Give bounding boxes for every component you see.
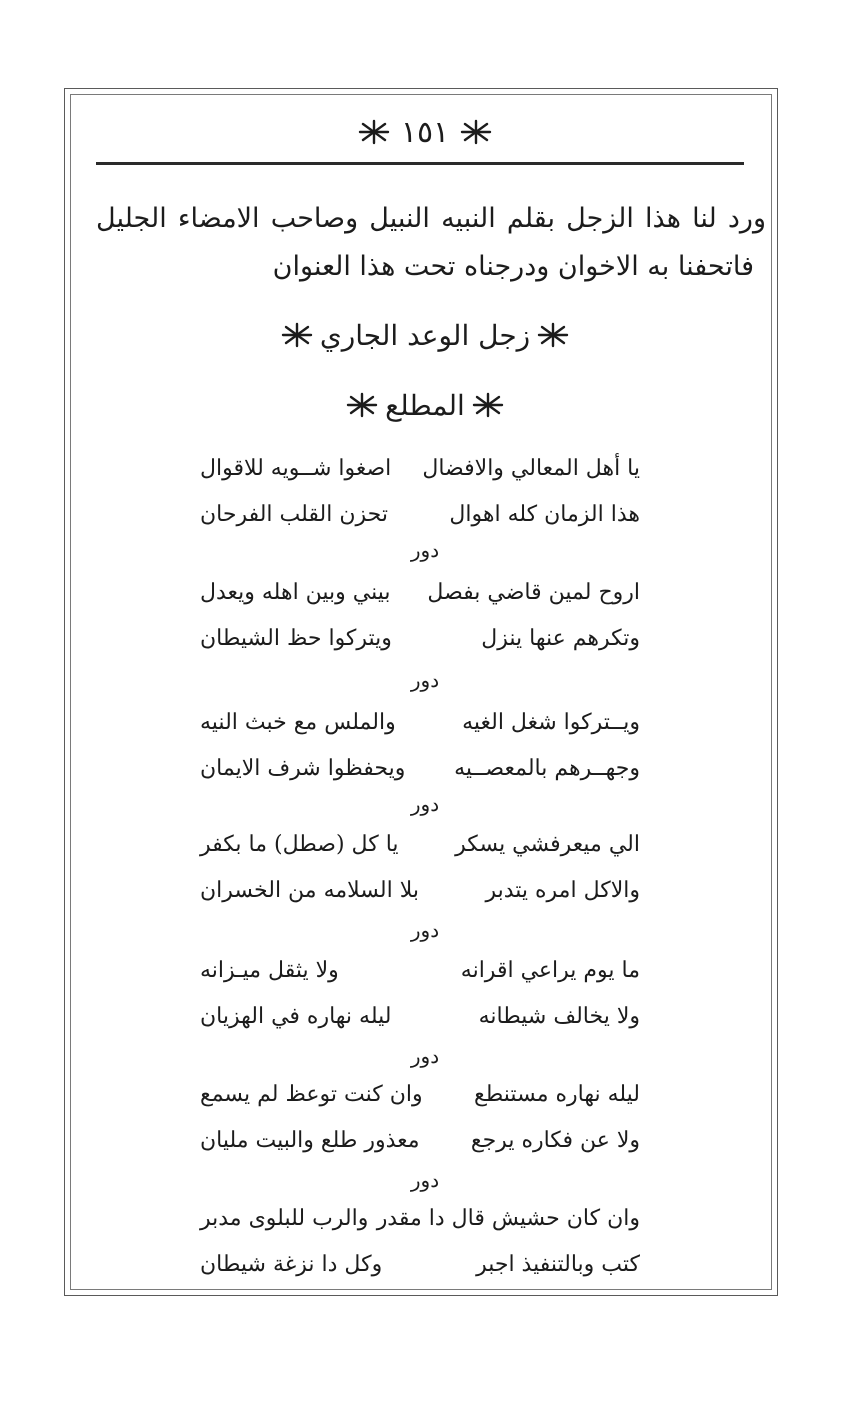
stanza-label: دور (410, 792, 440, 816)
verse-hemistich: تحزن القلب الفرحان (200, 501, 388, 527)
verse-hemistich: ولا عن فكاره يرجع (470, 1127, 640, 1153)
poem-title: زجل الوعد الجاري (319, 318, 531, 352)
ornament-icon (536, 322, 570, 348)
verse-line (200, 448, 640, 488)
verse-line (200, 1198, 640, 1238)
verse-hemistich: ولا يثقل ميـزانه (200, 957, 339, 983)
verse-hemistich: ما يوم يراعي اقرانه (460, 957, 640, 983)
verse-hemistich: وان كان حشيش قال دا مقدر (376, 1205, 640, 1231)
verse-hemistich: بلا السلامه من الخسران (200, 877, 419, 903)
verse-hemistich: ويتركوا حظ الشيطان (200, 625, 392, 651)
verse-hemistich: يا كل (صطل) ما بكفر (200, 831, 399, 857)
page-number: ١٥١ (400, 114, 450, 150)
verse-hemistich: يا أهل المعالي والافضال (422, 455, 640, 481)
verse-line (200, 950, 640, 990)
verse-line (200, 618, 640, 658)
ornament-icon (471, 392, 505, 418)
section-title-heading (0, 382, 850, 428)
section-title: المطلع (385, 388, 465, 422)
verse-line (200, 870, 640, 910)
verse-line (200, 824, 640, 864)
verse-hemistich: كتب وبالتنفيذ اجبر (476, 1251, 640, 1277)
verse-line (200, 996, 640, 1036)
verse-hemistich: وكل دا نزغة شيطان (200, 1251, 383, 1277)
verse-hemistich: ليله نهاره في الهزيان (200, 1003, 392, 1029)
stanza-label: دور (410, 668, 440, 692)
header-rule (96, 162, 744, 165)
verse-line (200, 748, 640, 788)
verse-hemistich: وجهــرهم بالمعصــيه (454, 755, 640, 781)
verse-hemistich: والملس مع خبث النيه (200, 709, 396, 735)
verse-hemistich: معذور طلع والبيت مليان (200, 1127, 420, 1153)
verse-hemistich: الي ميعرفشي يسكر (455, 831, 640, 857)
verse-hemistich: بيني وبين اهله ويعدل (200, 579, 391, 605)
ornament-icon (280, 322, 314, 348)
verse-line (200, 1120, 640, 1160)
stanza-label: دور (410, 1044, 440, 1068)
stanza-label: دور (410, 918, 440, 942)
verse-line (200, 1074, 640, 1114)
verse-hemistich: وان كنت توعظ لم يسمع (200, 1081, 423, 1107)
stanza-label: دور (410, 1168, 440, 1192)
verse-hemistich: اروح لمين قاضي بفصل (427, 579, 640, 605)
verse-hemistich: ليله نهاره مستنطع (474, 1081, 640, 1107)
verse-hemistich: هذا الزمان كله اهوال (449, 501, 640, 527)
verse-line (200, 572, 640, 612)
verse-hemistich: ويــتركوا شغل الغيه (462, 709, 640, 735)
intro-line: ورد لنا هذا الزجل بقلم النبيه النبيل وصاحب الامضاء الجليل (96, 203, 766, 234)
verse-line (200, 702, 640, 742)
verse-hemistich: ويحفظوا شرف الايمان (200, 755, 406, 781)
verse-line (200, 1244, 640, 1284)
verse-hemistich: والرب للبلوى مدبر (200, 1205, 369, 1231)
poem-title-heading (0, 312, 850, 358)
intro-line: فاتحفنا به الاخوان ودرجناه تحت هذا العنوان (272, 251, 754, 282)
verse-line (200, 494, 640, 534)
ornament-icon (357, 119, 391, 145)
ornament-icon (459, 119, 493, 145)
verse-hemistich: اصغوا شــويه للاقوال (200, 455, 392, 481)
page-header (0, 112, 850, 152)
stanza-label: دور (410, 538, 440, 562)
verse-hemistich: وتكرهم عنها ينزل (481, 625, 640, 651)
verse-hemistich: ولا يخالف شيطانه (478, 1003, 640, 1029)
verse-hemistich: والاكل امره يتدبر (485, 877, 640, 903)
ornament-icon (345, 392, 379, 418)
